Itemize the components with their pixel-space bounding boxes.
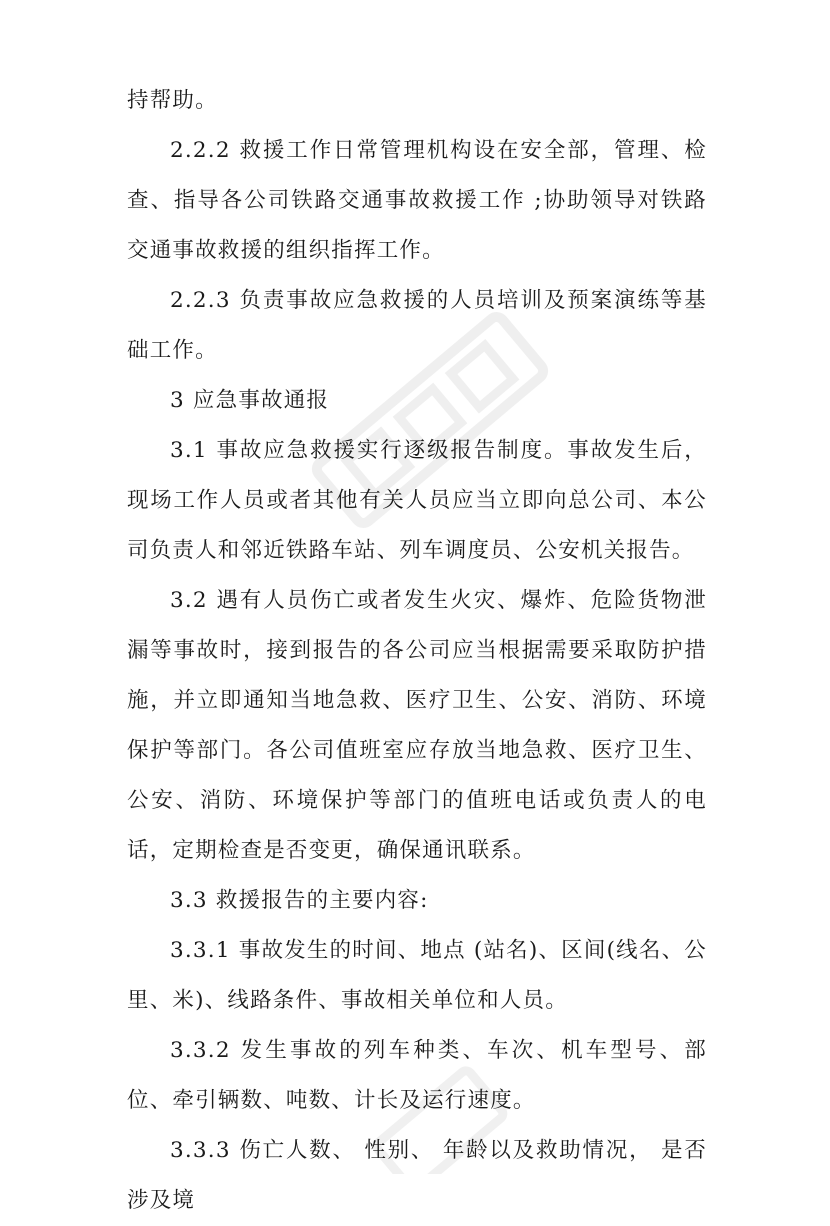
paragraph: 3.1 事故应急救援实行逐级报告制度。事故发生后，现场工作人员或者其他有关人员应当立即向总公司、本公司负责人和邻近铁路车站、列车调度员、公安机关报告。 xyxy=(127,438,707,563)
paragraph: 3.3.3 伤亡人数、 性别、 年龄以及救助情况， 是否涉及境 xyxy=(127,1138,707,1213)
paragraph: 持帮助。 xyxy=(127,88,218,113)
paragraph: 2.2.2 救援工作日常管理机构设在安全部，管理、检查、指导各公司铁路交通事故救援工作 ;协助领导对铁路交通事故救援的组织指挥工作。 xyxy=(127,138,707,263)
paragraph: 3.3.1 事故发生的时间、地点 (站名)、区间(线名、公里、米)、线路条件、事故相关单位和人员。 xyxy=(127,938,707,1013)
paragraph: 3.2 遇有人员伤亡或者发生火灾、爆炸、危险货物泄漏等事故时，接到报告的各公司应当根据需要采取防护措施，并立即通知当地急救、医疗卫生、公安、消防、环境保护等部门。各公司值班室应存放当地急救、医疗卫生、公安、消防、环境保护等部门的值班电话或负责人的电话，定期检查是否变更，确保通讯联系。 xyxy=(127,588,707,863)
document-body xyxy=(127,76,707,1226)
paragraph: 3.3.2 发生事故的列车种类、车次、机车型号、部位、牵引辆数、吨数、计长及运行速度。 xyxy=(127,1038,707,1113)
paragraph: 2.2.3 负责事故应急救援的人员培训及预案演练等基础工作。 xyxy=(127,288,707,363)
paragraph: 3 应急事故通报 xyxy=(170,388,330,413)
paragraph: 3.3 救援报告的主要内容: xyxy=(170,888,429,913)
